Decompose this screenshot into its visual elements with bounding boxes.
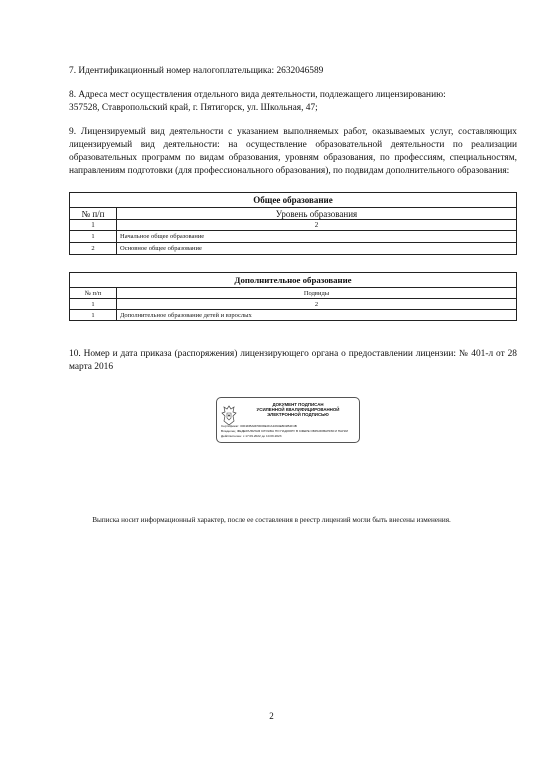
general-education-table — [69, 192, 517, 255]
general-education-title: Общее образование — [70, 193, 517, 208]
col-header-subtype: Подвиды — [117, 288, 517, 299]
additional-education-title: Дополнительное образование — [70, 273, 517, 288]
row-level: Начальное общее образование — [117, 231, 517, 243]
row-subtype: Дополнительное образование детей и взрослых — [117, 310, 517, 321]
item-8-address-label: 8. Адреса мест осуществления отдельного вида деятельности, подлежащего лицензированию: — [69, 90, 446, 100]
footer-note: Выписка носит информационный характер, после ее составления в реестр лицензий могли быть внесены изменения. — [92, 516, 451, 524]
row-num: 2 — [70, 243, 117, 255]
table-row — [70, 310, 517, 321]
col-index-2: 2 — [117, 299, 517, 310]
col-header-num: № п/п — [70, 208, 117, 220]
stamp-validity: Действителен: с 17.09.2022 до 10.09.2023 — [221, 434, 282, 438]
stamp-title-line: ЭЛЕКТРОННОЙ ПОДПИСЬЮ — [267, 412, 329, 418]
col-index-1: 1 — [70, 220, 117, 231]
item-8-address: 357528, Ставропольский край, г. Пятигорск, ул. Школьная, 47; — [69, 103, 318, 113]
e-signature-stamp — [216, 397, 360, 443]
item-10-order: 10. Номер и дата приказа (распоряжения) лицензирующего органа о предоставлении лицензии: № 401-л от 28 марта 2016 — [69, 349, 517, 372]
row-num: 1 — [70, 231, 117, 243]
row-level: Основное общее образование — [117, 243, 517, 255]
item-7-tin: 7. Идентификационный номер налогоплательщика: 2632046589 — [69, 66, 324, 76]
row-num: 1 — [70, 310, 117, 321]
stamp-title — [239, 402, 357, 418]
stamp-owner: Владелец: ФЕДЕРАЛЬНАЯ СЛУЖБА ПО НАДЗОРУ В СФЕРЕ ОБРАЗОВАНИЯ И НАУКИ — [221, 429, 348, 433]
col-header-level: Уровень образования — [117, 208, 517, 220]
stamp-title-line: УСИЛЕННОЙ КВАЛИФИЦИРОВАННОЙ — [256, 407, 340, 413]
col-index-1: 1 — [70, 299, 117, 310]
col-index-2: 2 — [117, 220, 517, 231]
item-9-activity: 9. Лицензируемый вид деятельности с указанием выполняемых работ, оказываемых услуг, составляющих лицензируемый вид деятельности: на осуществление образовательной деятельности по реализации образовательных программ по видам образования, уровням образования, по профессиям, специальностям, направлениям подготовки (для профессионального образования), по подвидам дополнительного образования: — [69, 127, 517, 176]
additional-education-table — [69, 272, 517, 321]
page-number: 2 — [269, 711, 274, 721]
stamp-certificate: Сертификат: 00F2DBA0F5D09E0CA1094E8D2B4F4B — [221, 424, 297, 428]
col-header-num: № п/п — [70, 288, 117, 299]
stamp-title-line: ДОКУМЕНТ ПОДПИСАН — [272, 402, 324, 407]
table-row — [70, 231, 517, 243]
table-row — [70, 243, 517, 255]
